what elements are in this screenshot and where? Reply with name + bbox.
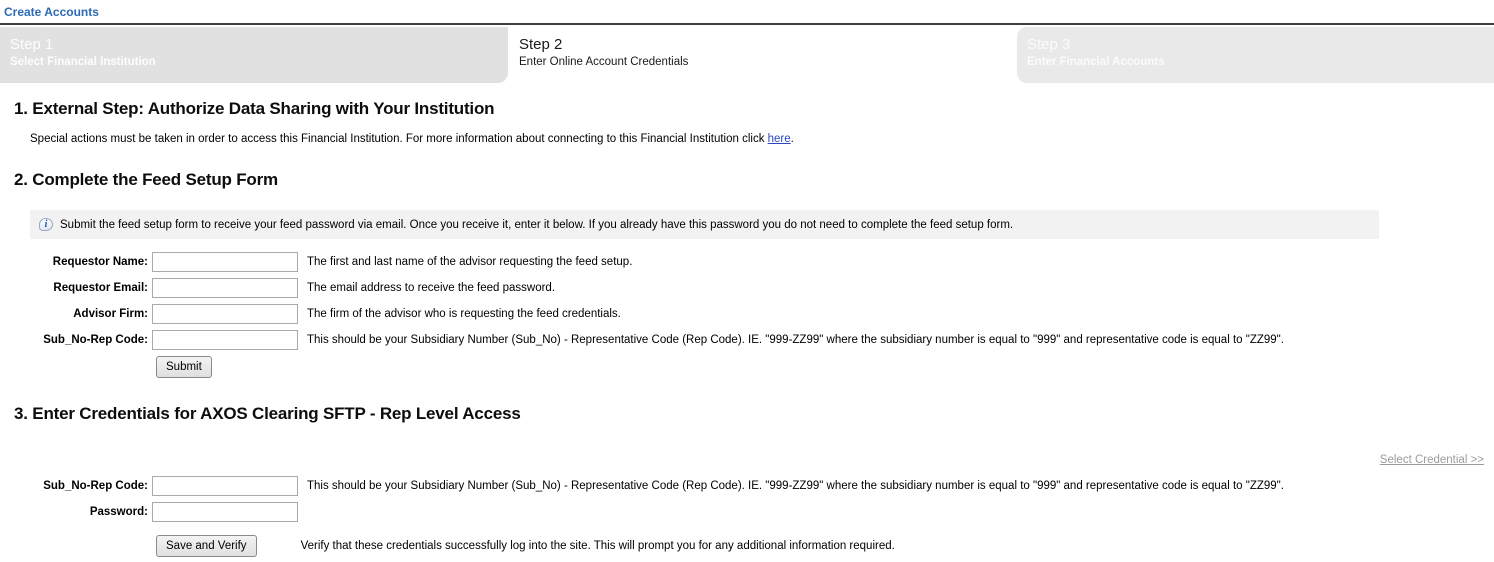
advisor-firm-input[interactable] bbox=[152, 304, 298, 324]
form-row-sub-no-rep-code bbox=[0, 330, 1494, 350]
step-tab-spacer bbox=[1010, 27, 1017, 83]
requestor-email-input[interactable] bbox=[152, 278, 298, 298]
step-1-subtitle: Select Financial Institution bbox=[10, 56, 156, 68]
sub-no-rep-code-input[interactable] bbox=[152, 330, 298, 350]
submit-row bbox=[156, 356, 1494, 378]
section-1-text-before: Special actions must be taken in order to access this Financial Institution. For more information about connecting to this Financial Institution click bbox=[30, 133, 768, 145]
step-1-tab bbox=[0, 27, 508, 83]
form-row-credential-sub-no-rep-code bbox=[0, 476, 1494, 496]
form-row-advisor-firm bbox=[0, 304, 1494, 324]
credentials-form bbox=[0, 476, 1494, 557]
requestor-email-label: Requestor Email: bbox=[53, 282, 148, 294]
step-3-subtitle: Enter Financial Accounts bbox=[1027, 56, 1165, 68]
step-2-title: Step 2 bbox=[519, 36, 563, 53]
save-and-verify-description: Verify that these credentials successfully log into the site. This will prompt you for any additional information required. bbox=[300, 540, 895, 552]
section-3-heading: 3. Enter Credentials for AXOS Clearing SFTP - Rep Level Access bbox=[14, 404, 521, 423]
password-input[interactable] bbox=[152, 502, 298, 522]
requestor-name-label: Requestor Name: bbox=[52, 256, 148, 268]
submit-button[interactable]: Submit bbox=[156, 356, 212, 378]
step-2-tab bbox=[508, 27, 1010, 83]
credential-sub-no-rep-code-description: This should be your Subsidiary Number (Sub_No) - Representative Code (Rep Code). IE. "999-ZZ99" where the subsidiary number is equal to "999" and representative code is equal to "ZZ99". bbox=[307, 480, 1284, 492]
section-1-text-after: . bbox=[790, 133, 794, 145]
page-header bbox=[0, 0, 1494, 25]
select-credential-link[interactable]: Select Credential >> bbox=[1379, 454, 1484, 466]
section-2-heading: 2. Complete the Feed Setup Form bbox=[14, 170, 278, 189]
feed-setup-form bbox=[0, 252, 1494, 378]
credential-sub-no-rep-code-label: Sub_No-Rep Code: bbox=[43, 480, 148, 492]
requestor-name-description: The first and last name of the advisor requesting the feed setup. bbox=[307, 256, 633, 268]
create-accounts-link[interactable]: Create Accounts bbox=[4, 5, 99, 19]
step-wizard bbox=[0, 27, 1494, 83]
here-link[interactable]: here bbox=[767, 133, 791, 145]
password-label: Password: bbox=[89, 506, 148, 518]
save-row bbox=[156, 535, 1494, 557]
advisor-firm-description: The firm of the advisor who is requesting the feed credentials. bbox=[307, 308, 621, 320]
requestor-email-description: The email address to receive the feed password. bbox=[307, 282, 556, 294]
sub-no-rep-code-description: This should be your Subsidiary Number (Sub_No) - Representative Code (Rep Code). IE. "999-ZZ99" where the subsidiary number is equal to "999" and representative code is equal to "ZZ99". bbox=[307, 334, 1284, 346]
step-3-title: Step 3 bbox=[1027, 36, 1071, 53]
step-3-tab bbox=[1017, 27, 1494, 83]
advisor-firm-label: Advisor Firm: bbox=[73, 308, 148, 320]
sub-no-rep-code-label: Sub_No-Rep Code: bbox=[43, 334, 148, 346]
section-1-text bbox=[30, 133, 1494, 145]
info-bar-text: Submit the feed setup form to receive your feed password via email. Once you receive it, enter it below. If you already have this password you do not need to complete the feed setup form. bbox=[60, 218, 1014, 231]
info-icon: i bbox=[39, 218, 53, 231]
info-bar bbox=[30, 210, 1379, 239]
credential-sub-no-rep-code-input[interactable] bbox=[152, 476, 298, 496]
form-row-requestor-name bbox=[0, 252, 1494, 272]
step-2-subtitle: Enter Online Account Credentials bbox=[519, 56, 689, 68]
select-credential-row bbox=[0, 450, 1494, 468]
save-and-verify-button[interactable]: Save and Verify bbox=[156, 535, 257, 557]
form-row-requestor-email bbox=[0, 278, 1494, 298]
form-row-password bbox=[0, 502, 1494, 522]
step-1-title: Step 1 bbox=[10, 36, 54, 53]
requestor-name-input[interactable] bbox=[152, 252, 298, 272]
section-1-heading: 1. External Step: Authorize Data Sharing with Your Institution bbox=[14, 99, 495, 118]
